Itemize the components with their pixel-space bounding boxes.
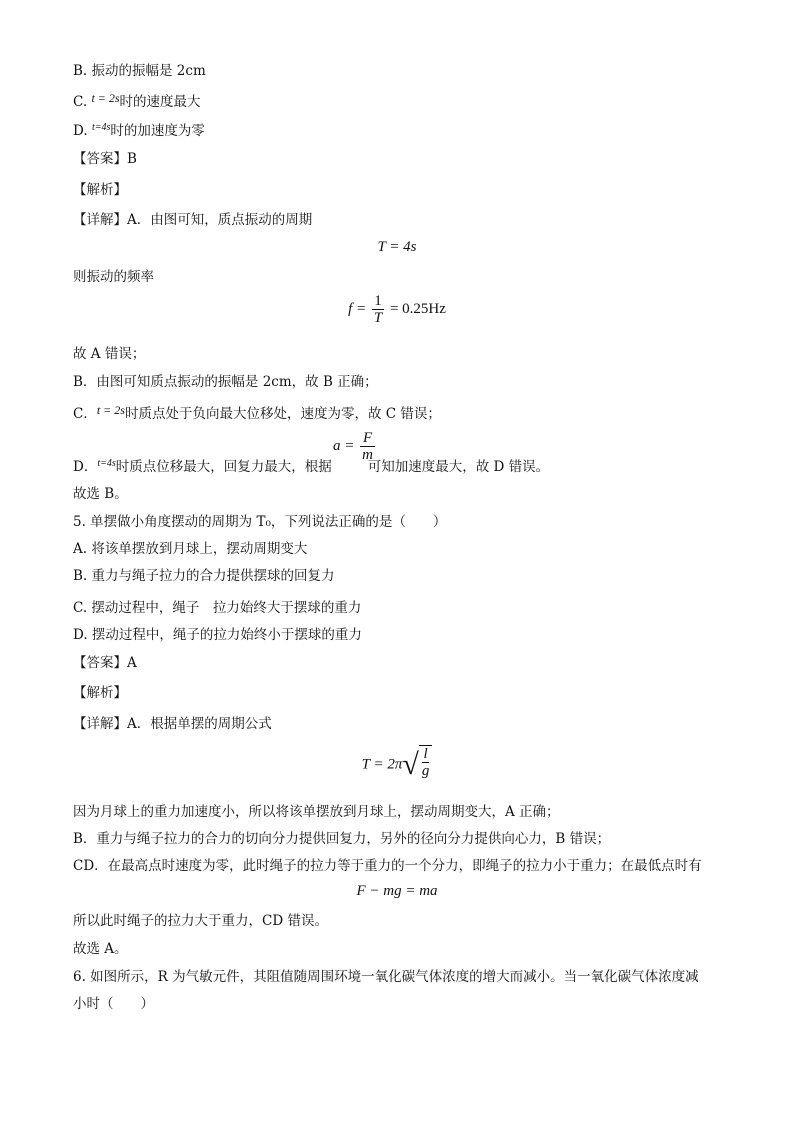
- text-line: 所以此时绳子的拉力大于重力，CD 错误。: [73, 913, 328, 929]
- question-5: 5. 单摆做小角度摆动的周期为 T₀，下列说法正确的是（ ）: [73, 514, 447, 530]
- question-6-cont: 小时（ ）: [73, 996, 154, 1012]
- option-a: A. 将该单摆放到月球上，摆动周期变大: [73, 541, 308, 557]
- equation-acceleration: a = $\frac{F}{m}$: [333, 430, 373, 463]
- option-d: D. $^{t=4s}$时的加速度为零: [73, 122, 205, 139]
- text-line: 故选 A。: [73, 941, 128, 957]
- text-line: 故 A 错误；: [73, 346, 146, 362]
- detail-text: 【详解】A．根据单摆的周期公式: [73, 716, 272, 732]
- fraction: $\frac{1}{T}$: [373, 293, 383, 326]
- equation-frequency: f = $\frac{1}{T}$ = 0.25Hz: [348, 293, 446, 326]
- text-line: D．$^{t=4s}$时质点位移最大，回复力最大，根据 可知加速度最大，故 D 错误。: [73, 458, 550, 475]
- equation-period: T = 4s: [377, 239, 417, 255]
- text-line: 故选 B。: [73, 486, 128, 502]
- answer-label: 【答案】A: [73, 655, 137, 671]
- option-b: B. 重力与绳子拉力的合力提供摆球的回复力: [73, 568, 335, 584]
- math-inline: t=4s: [91, 122, 111, 133]
- equation-pendulum: T = 2π √ l g: [0, 745, 794, 785]
- text-line: C．t = 2s时质点处于负向最大位移处，速度为零，故 C 错误；: [73, 403, 441, 422]
- question-6: 6. 如图所示，R 为气敏元件，其阻值随周围环境一氧化碳气体浓度的增大而减小。当一氧化碳气体浓度减: [73, 969, 699, 985]
- text-line: 因为月球上的重力加速度小，所以将该单摆放到月球上，摆动周期变大，A 正确；: [73, 804, 560, 820]
- option-d: D. 摆动过程中，绳子的拉力始终小于摆球的重力: [73, 627, 362, 643]
- answer-label: 【答案】B: [73, 151, 137, 167]
- option-b: B. 振动的振幅是 2cm: [73, 63, 206, 79]
- text-line: 则振动的频率: [73, 269, 154, 285]
- detail-text: 【详解】A．由图可知，质点振动的周期: [73, 212, 313, 228]
- text-line: B．由图可知质点振动的振幅是 2cm，故 B 正确；: [73, 374, 378, 390]
- equation-force: F − mg = ma: [356, 883, 438, 899]
- math-inline: t=4s: [97, 458, 116, 469]
- analysis-label: 【解析】: [73, 182, 127, 198]
- text-line: CD．在最高点时速度为零，此时绳子的拉力等于重力的一个分力，即绳子的拉力小于重力；在最低点时有: [73, 858, 702, 874]
- math-inline: t = 2s: [91, 91, 120, 105]
- fraction: $\frac{F}{m}$: [362, 430, 373, 463]
- sqrt: √ l g: [402, 745, 432, 785]
- math-inline: t = 2s: [96, 403, 125, 417]
- analysis-label: 【解析】: [73, 685, 127, 701]
- option-c: C. 摆动过程中，绳子 拉力始终大于摆球的重力: [73, 600, 362, 616]
- text-line: B．重力与绳子拉力的合力的切向分力提供回复力，另外的径向分力提供向心力，B 错误；: [73, 831, 611, 847]
- option-c: C. t = 2s时的速度最大: [73, 91, 201, 110]
